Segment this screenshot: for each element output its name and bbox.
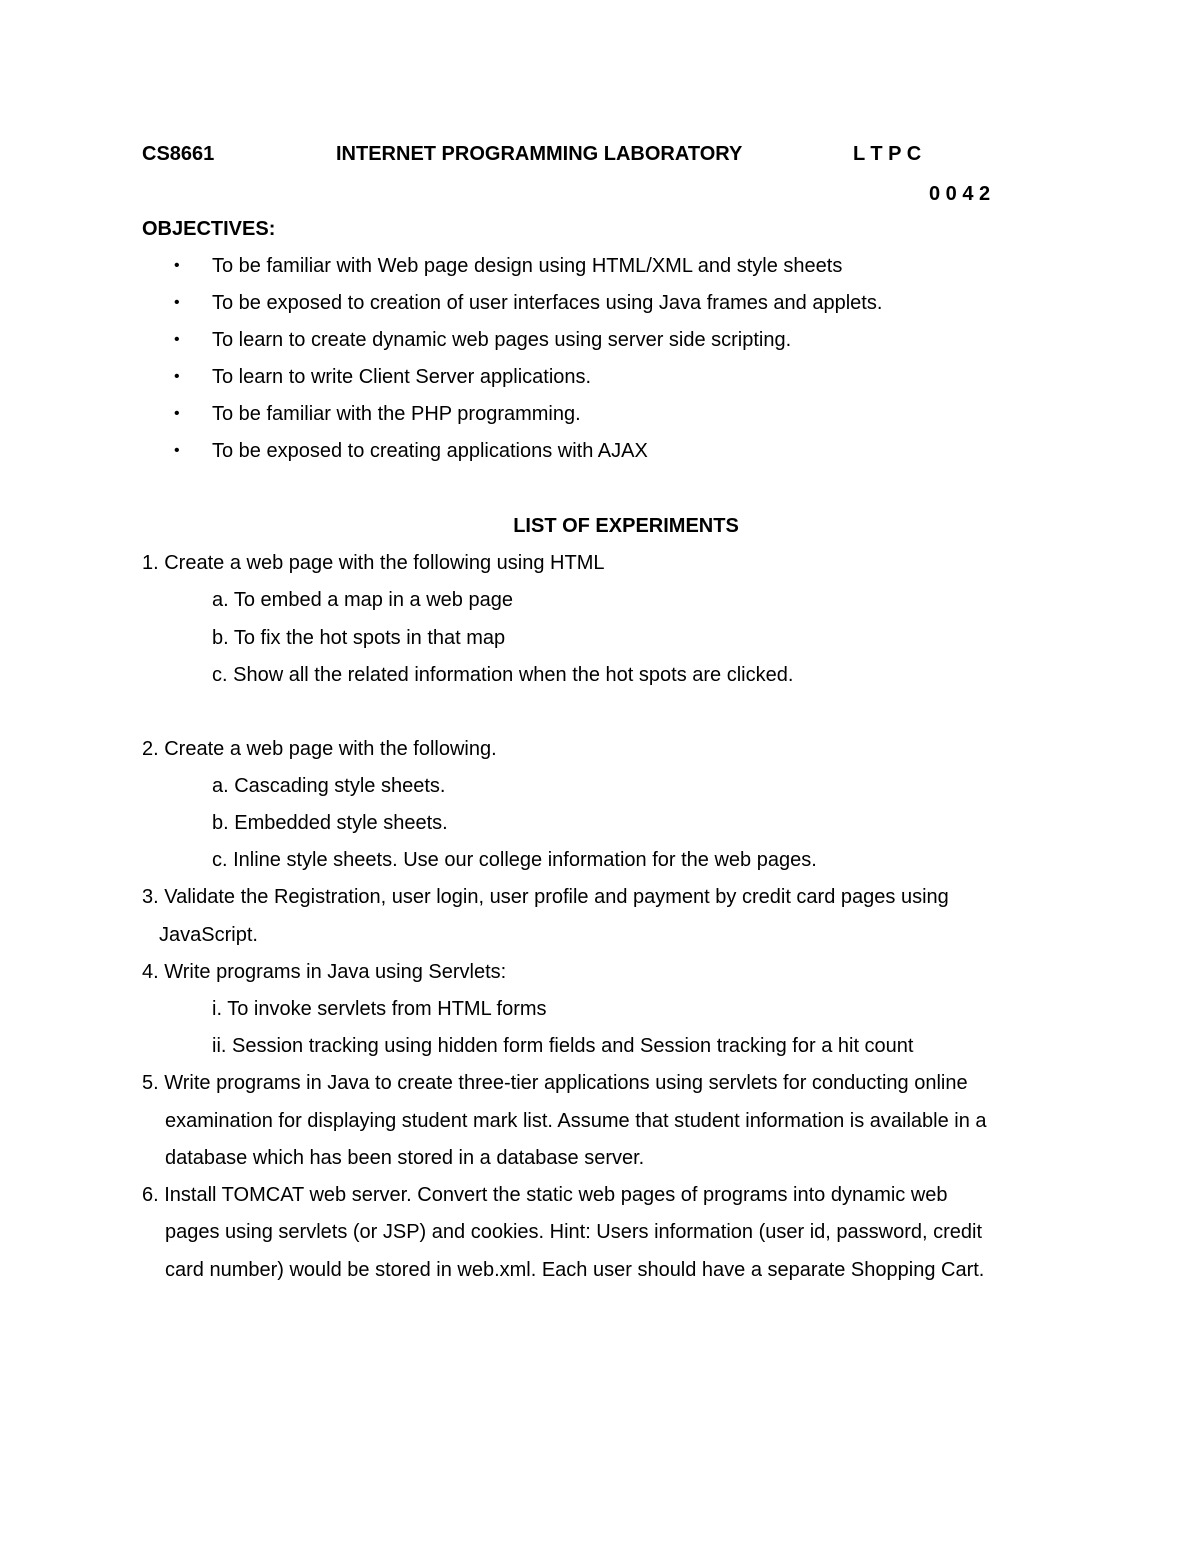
bullet-icon: • [174,368,180,385]
objective-item: To learn to create dynamic web pages using server side scripting. [212,329,792,351]
experiment-5-line-2: examination for displaying student mark list. Assume that student information is available in a [165,1110,987,1132]
ltpc-values: 0 0 4 2 [929,183,991,205]
experiment-1-sub-a: a. To embed a map in a web page [212,589,513,611]
experiment-5-line-3: database which has been stored in a database server. [165,1147,645,1169]
experiment-3-line-1: 3. Validate the Registration, user login, user profile and payment by credit card pages using [142,886,949,908]
experiment-2-sub-c: c. Inline style sheets. Use our college information for the web pages. [212,849,817,871]
objective-item: To be exposed to creating applications with AJAX [212,440,648,462]
objective-item: To learn to write Client Server applications. [212,366,592,388]
experiment-1-sub-b: b. To fix the hot spots in that map [212,627,506,649]
bullet-icon: • [174,257,180,274]
objectives-heading: OBJECTIVES: [142,218,276,240]
experiment-3-line-2: JavaScript. [159,924,258,946]
bullet-icon: • [174,405,180,422]
bullet-icon: • [174,294,180,311]
experiment-6-line-3: card number) would be stored in web.xml. Each user should have a separate Shopping Cart. [165,1259,985,1281]
experiment-6-line-2: pages using servlets (or JSP) and cookies. Hint: Users information (user id, password, credit [165,1221,983,1243]
experiment-2-sub-b: b. Embedded style sheets. [212,812,448,834]
experiment-4: 4. Write programs in Java using Servlets: [142,961,507,983]
course-title: INTERNET PROGRAMMING LABORATORY [336,143,743,165]
objective-item: To be familiar with the PHP programming. [212,403,581,425]
bullet-icon: • [174,331,180,348]
experiment-2-sub-a: a. Cascading style sheets. [212,775,446,797]
experiments-heading: LIST OF EXPERIMENTS [513,515,739,537]
objective-item: To be exposed to creation of user interfaces using Java frames and applets. [212,292,883,314]
experiment-4-sub-ii: ii. Session tracking using hidden form fields and Session tracking for a hit count [212,1035,914,1057]
ltpc-label: L T P C [853,143,922,165]
course-code: CS8661 [142,143,215,165]
experiment-5-line-1: 5. Write programs in Java to create three-tier applications using servlets for conducting online [142,1072,968,1094]
experiment-2: 2. Create a web page with the following. [142,738,497,760]
experiment-1-sub-c: c. Show all the related information when the hot spots are clicked. [212,664,794,686]
experiment-1: 1. Create a web page with the following using HTML [142,552,605,574]
bullet-icon: • [174,442,180,459]
experiment-4-sub-i: i. To invoke servlets from HTML forms [212,998,547,1020]
experiment-6-line-1: 6. Install TOMCAT web server. Convert the static web pages of programs into dynamic web [142,1184,948,1206]
objective-item: To be familiar with Web page design using HTML/XML and style sheets [212,255,843,277]
